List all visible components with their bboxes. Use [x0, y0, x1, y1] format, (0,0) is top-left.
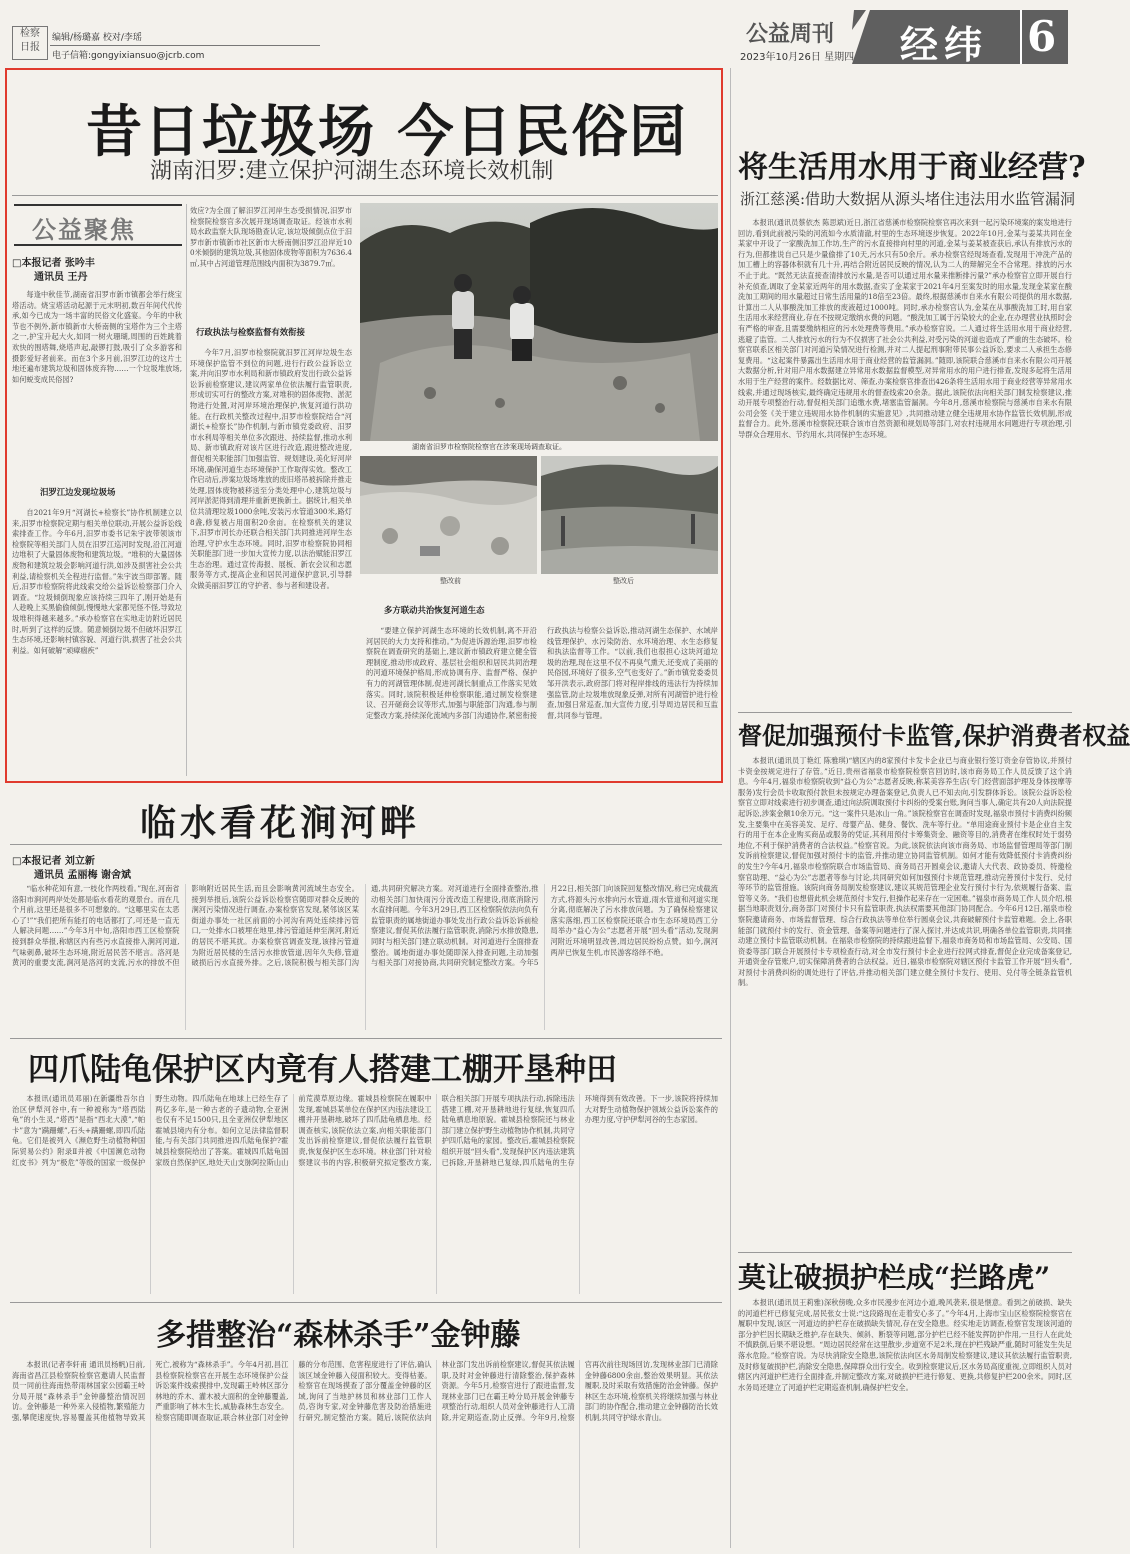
photo3-caption: 整改后	[613, 577, 634, 585]
newspaper-logo	[12, 26, 48, 60]
right-story1-subheadline: 浙江慈溪:借助大数据从源头堵住违法用水监管漏洞	[740, 190, 1076, 208]
linshui-byline-2: 通讯员 孟丽梅 谢舍斌	[34, 870, 131, 881]
column-name: 公益周刊	[746, 21, 835, 47]
photo-before-rectification	[360, 456, 537, 574]
lead-body-col1b: 自2021年9月“河湖长+检察长”协作机制建立以来,汨罗市检察院定期与相关单位联动,开展公益诉讼线索排查工作。今年6月,汨罗市委书记朱宇波带领该市检察院等相关部门人员在汨罗江巡河时发现,沿江河道边堆积了大量固体废物和建筑垃圾。“堆积的大量固体废物和建筑垃圾会影响河道行洪,如涉及损害社会公共利益,请检察机关全程进行监督。”朱宇波当即部署。随后,汨罗市检察院将此线索交给公益诉讼检察部门介入调查。“垃圾倾倒现象应该持续三四年了,刚开始是有人趁晚上买黑偷偷倾倒,慢慢地大家都见怪不怪,导致垃圾堆积得越来越多。”承办检察官在实地走访附近居民时,听到了这样的反馈。随意倾倒垃圾不但破坏汨罗江生态环境,还影响村镇容貌、河道行洪,损害了社会公共利益。如何破解“顽瘴痼疾”	[12, 508, 182, 655]
column-tag: 公益聚焦	[32, 215, 136, 244]
lead-subheadline: 湖南汨罗:建立保护河湖生态环境长效机制	[150, 159, 554, 184]
linshui-headline: 临水看花涧河畔	[140, 802, 421, 844]
linshui-byline-1: □本报记者 刘立新	[12, 856, 95, 867]
column-tag-box	[14, 204, 182, 246]
editors-line: 编辑/杨璐嘉 校对/李瑶	[52, 33, 142, 43]
right-story1-body: 本报讯(通讯员蔡依杰 陈思斌)近日,浙江省慈溪市检察院检察官再次来到一起污染环境案的案发地进行回访,看到此前被污染的河流如今水质清澈,村里的生态环境逐步恢复。2022年10月,金某与姜某共同在金某家中开设了一家酸洗加工作坊,生产的污水直接排向村里的河道,金某与姜某被查获后,承认有排放污水的行为,但都推说自己只是少量偷排了10天,污水只有50余斤。承办检察官经现场查看,发现用于冲洗产品的加工槽上的容器体积就有几十升,再结合附近居民反映的情况,认为二人的辩解完全不合常理。排放的污水不止于此。“既然无法直接查清排放污水量,是否可以通过用水量来推断排污量?”承办检察官立即开展自行补充侦查,调取了金某家近两年的用水数据,查实了金某家于2021年4月至案发时的用水量,发现金某家在酸洗加工期间的用水量超过日常生活用量的18倍至23倍。最终,根据慈溪市自来水有限公司提供的用水数据,计算出二人从事酸洗加工排放的废液超过1000吨。同时,承办检察官认为,金某在从事酸洗加工时,用自家生活用水来经营商业,存在不按规定缴纳水费的问题。“酸洗加工属于污染较大的企业,在办理营业执照时会有严格的审查,且需要缴纳相应的污水处理费等费用。”承办检察官说。二人通过将生活用水用于商业经营,逃避了监管。二人排放污水的行为不仅损害了社会公共利益,对受污染的河道也造成了严重的生态破坏。检察官联系区相关部门对河道污染情况进行检测,并对二人提起刑事附带民事公益诉讼,要求二人承担生态修复费用。“这起案件暴露出生活用水用于商业经营的监管漏洞。”随即,该院联合慈溪市自来水有限公司开展大数据分析,针对用户用水数据建立异常用水数据监督模型,对异常用水的用户进行排查,发现多起将生活用水用于生产经营的案件。经数据比对、筛查,办案检察官排查出426条将生活用水用于商业经营等异常用水线索,并通过现场核实,最终确定违规用水的督查线索20余条。据此,该院依法向相关部门制发检察建议,推动开展专项整治行动,督促相关部门追缴水费,堵塞监管漏洞。今年8月,慈溪市检察院与慈溪市自来水有限公司会签《关于建立违规用水协作机制的实施意见》,共同推动建立健全违规用水协作监管长效机制,形成监督合力。此外,慈溪市检察院还联合该市自然资源和规划局等部门,对农村违规用水问题进行专项治理,引导群众合理用水、节约用水,共同保护生态环境。	[738, 218, 1072, 439]
vine-headline: 多措整治“森林杀手”金钟藤	[156, 1318, 521, 1353]
right-story2-headline: 督促加强预付卡监管,保护消费者权益	[738, 721, 1130, 750]
lead-headline: 昔日垃圾场 今日民俗园	[86, 99, 688, 165]
section-name: 经纬	[900, 22, 989, 67]
lead-body-col2: 效应?为全面了解汨罗江河岸生态受损情况,汨罗市检察院检察官多次展开现场调查取证。经该市水利局水政监察大队现场勘查认定,该垃圾倾倒点位于汨罗市新市镇新市社区新市大桥南侧汨罗江沿岸近100米倾倒的建筑垃圾,其他固体废物等面积为7636.4㎡,其中占河道管理范围线内面积为3879.7㎡。	[190, 206, 352, 268]
lead-body-col2b: 今年7月,汨罗市检察院就汨罗江河岸垃圾生态环境保护监管不到位的问题,进行行政公益诉讼立案,并向汨罗市水利局和新市镇政府发出行政公益诉讼诉前检察建议,建议两家单位依法履行监管职责,形成切实可行的整改方案,对堆积的固体废物、淤泥物进行处置,对河岸环境治理保护,恢复河道行洪功能。在行政机关整改过程中,汨罗市检察院结合“河湖长+检察长”协作机制,与新市镇党委政府、汨罗市水利局等相关单位多次跟进、持续监督,推动水利局、新市镇政府对该片区进行改造,跟进整改进度,督促相关职能部门加强监管、规划建设,美化好河岸环境,确保河道生态环境保护工作取得实效。整改工作启动后,涉案垃圾场堆放的废旧塔吊被拆除并推走处理,固体废物被移送至分类处理中心,建筑垃圾与河岸淤泥得到清理并重新更换新土。据统计,相关单位共清理垃圾1000余吨,安装污水管道300米,路灯8盏,修复被占用面积20余亩。在检察机关的建议下,汨罗市河长办还联合相关部门共同推进河岸生态治理,守护水生态环境。同时,汨罗市检察院协同相关职能部门进一步加大宣传力度,以法治赋能汨罗江生态治理。通过宣传海报、展板、新农会议和志愿服务等方式,提高企业和居民河道保护意识,引导群众做美丽汨罗江的守护者、参与者和建设者。	[190, 348, 352, 591]
masthead	[0, 0, 1080, 67]
photo1-caption: 湖南省汨罗市检察院检察官在涉案现场调查取证。	[412, 443, 566, 451]
photo-after-rectification	[541, 456, 718, 574]
right-story1-headline: 将生活用水用于商业经营?	[738, 150, 1086, 185]
lead-byline-2: 通讯员 王丹	[34, 272, 88, 283]
photo-prosecutors-at-site	[360, 203, 718, 441]
logo-line1: 检察	[20, 28, 40, 39]
right-story3-headline: 莫让破损护栏成“拦路虎”	[738, 1261, 1051, 1294]
linshui-body: “临水种花知有意,一枝化作两枝看。”现在,河南省洛阳市涧河两岸处处都是临水看花的观景台。而在几个月前,这里还是很多不可想象的。“这哪里实在太恶心了!”“我们把所有能打的电话都打了,可还是一直无人解决问题……”今年3月中旬,洛阳市西工区检察院接到群众举报,称辖区内有些污水直接排入涧河河道,气味刺鼻,破坏生态环境,附近居民苦不堪言。洛河是黄河的重要支流,涧河是洛河的支流,污水的排放不但影响附近居民生活,而且会影响黄河流域生态安全。接到举报后,该院公益诉讼检察官随即对群众反映的涧河污染情况进行调查,办案检察官发现,紧邻该区某街道办事处一社区前面的小河沟有两处连续排污管口,一处排水口被埋在地里,排污管道延伸至涧河,附近的居民不堪其扰。办案检察官调查发现,该排污管道为附近居民楼的生活污水排放管道,因年久失修,管道破损后污水直接外排。之后,该院积极与相关部门沟通,共同研究解决方案。对河道进行全面排查整治,推动相关部门加快雨污分流改造工程建设,彻底消除污水直排问题。今年3月29日,西工区检察院依法向负有监管职责的属地街道办事处发出行政公益诉讼诉前检察建议,督促其依法履行监管职责,消除污水排放隐患,同时与相关部门建立联动机制。对河道进行全面排查整治。属地街道办事处随即深入排查问题,主动加强与相关部门对接协商,共同研究制定整改方案。今年5月22日,相关部门向该院回复整改情况,称已完成截流方式,将源头污水排向污水管道,雨水管道和河道实现分离,彻底解决了污水排放问题。为了确保检察建议落实落细,西工区检察院还联合市生态环境局西工分局举办“益心为公”志愿者开展“回头看”活动,发现涧河附近环境明显改善,周边居民纷纷点赞。如今,涧河两岸已恢复生机,市民游客络绎不绝。	[12, 884, 718, 968]
lead-body-col1: 每逢中秋佳节,湖南省汨罗市新市镇都会举行烧宝塔活动。烧宝塔活动起源于元末明初,数百年间代代传承,如今已成为一场丰富的民俗文化盛宴。今年的中秋节也不例外,新市镇新市大桥南侧的宝塔作为三个主塔之一,护宝升起大火,如同一树火珊瑚,周围的百姓跳着欢快的围塔舞,烧塔声起,敲锣打鼓,吸引了众多游客和摄影爱好者前来。而在3个多月前,汨罗江边的这片土地还遍布建筑垃圾和固体废弃物……一个垃圾堆放场,如何蜕变成民俗园?	[12, 290, 182, 384]
email-line: 电子信箱:gongyixiansuo@jcrb.com	[52, 51, 205, 61]
turtle-headline: 四爪陆龟保护区内竟有人搭建工棚开垦种田	[28, 1052, 617, 1088]
right-story2-body: 本报讯(通讯员丁艳红 陈雅琪)“辖区内的8家预付卡发卡企业已与商业银行签订资金存管协议,并预付卡资金按规定进行了存管。”近日,贵州省福泉市检察院检察官回访时,该市商务局工作人员反馈了这个消息。今年4月,福泉市检察院收到“益心为公”志愿者反映,称某美容养生店(专门经营面部护理及身体按摩等服务)发行会员卡收取预付款但未按规定办理备案登记,负责人已不知去向,引发群体诉讼。该院公益诉讼检察官立即对线索进行初步调查,通过向法院调取预付卡纠纷的受案台账,询问当事人,确定共有20人向法院提起诉讼,涉案金额10余万元。“这一案件只是冰山一角。”该院检察官在调查时发现,福泉市预付卡消费纠纷频发,主要集中在美容美发、足疗、母婴产品、健身、餐饮、洗车等行业。“单用途商业预付卡是企业自主发行的用于在本企业购买商品或服务的凭证,其利用预付卡筹集资金、融资等目的,消费者在维权时处于弱势地位,不利于保护消费者的合法权益。”检察官说。为此,该院依法向该市商务局、市场监督管理局等部门制发诉前检察建议,督促加强对预付卡的监管,并推动建立协同监管机制。如何才能有效降低预付卡消费纠纷的发生?今年4月,福泉市检察院联合市场监管局、商务局召开圆桌会议,邀请人大代表、政协委员、特邀检察官助理、“益心为公”志愿者等参与讨论,共同研究如何加强预付卡规范管理,推动完善预付卡发行、兑付等环节的监管措施。该院向商务局制发检察建议,建议其规范管理企业发行预付卡行为,依规履行备案、监管等义务。“我们也想借此机会规范预付卡发行,但操作起来存在一定困难。”福泉市商务局工作人员介绍,根据当地职责划分,商务部门对预付卡只有监管职责,执法权需要其他部门协同配合。今年6月12日,福泉市检察院邀请商务、市场监督管理、综合行政执法等单位举行圆桌会议,共商破解预付卡监管难题。会上,各职能部门就预付卡的发行、资金管理、备案等问题进行了深入探讨,并达成共识,明确各单位监管职责,共同推动建立预付卡监管联动机制。在福泉市检察院的持续跟进监督下,福泉市商务局和市场监管局、公安局、国资委等部门联合开展预付卡专项检查行动,对全市发行预付卡企业进行拉网式排查,督促企业完成备案登记,开通资金存管账户,切实保障消费者的合法权益。近日,福泉市检察院对辖区预付卡监管工作开展“回头看”,对预付卡消费纠纷的调处进行了评估,并推动相关部门建立健全预付卡发行、使用、兑付等全链条监管机制。	[738, 756, 1072, 988]
lead-byline-1: □本报记者 张吟丰	[12, 258, 95, 269]
lead-section1-title: 汨罗江边发现垃圾场	[40, 487, 116, 497]
vine-body: 本报讯(记者李轩甫 通讯员杨帆)日前,海南省昌江县检察院检察官邀请人民监督员一同前往海南热带雨林国家公园霸王岭分局开展“森林杀手”金钟藤整治情况回访。金钟藤是一种外来入侵植物,繁殖能力强,攀爬速度快,容易覆盖其他植物导致其死亡,被称为“森林杀手”。今年4月初,昌江县检察院检察官在开展生态环境保护公益诉讼案件线索摸排中,发现霸王岭林区部分林地的乔木、灌木被大面积的金钟藤覆盖,严重影响了林木生长,威胁森林生态安全。检察官随即调查取证,联合林业部门对金钟藤的分布范围、危害程度进行了评估,确认该区域金钟藤入侵面积较大。变得枯萎。检察官在现场摸查了部分覆盖金钟藤的区域,询问了当地护林员和林业部门工作人员,咨询专家,对金钟藤危害及防治措施进行研究,制定整治方案。随后,该院依法向林业部门发出诉前检察建议,督促其依法履职,及时对金钟藤进行清除整治,保护森林资源。今年5月,检察官进行了跟进监督,发现林业部门已在霸王岭分局开展金钟藤专项整治行动,组织人员对金钟藤进行人工清除,并定期巡查,防止反弹。今年9月,检察官再次前往现场回访,发现林业部门已清除金钟藤6800余亩,整治效果明显。其依法履职,及时采取有效措施防治金钟藤。保护林区生态环境,检察机关将继续加强与林业部门的协作配合,推动建立金钟藤防治长效机制,共同守护绿水青山。	[12, 1360, 718, 1422]
lead-section2-title: 行政执法与检察监督有效衔接	[196, 327, 305, 337]
turtle-body: 本报讯(通讯员邓丽)在新疆维吾尔自治区伊犁河谷中,有一种被称为“塔西陆龟”的小生灵,“塔西”是指“西北大漠”,“帕卡”意为“蹒跚螺”,石头+蹒跚螺,即四爪陆龟。它们是被列入《濒危野生动植物种国际贸易公约》附录Ⅱ并被《中国濒危动物红皮书》列为“极危”等级的国家一级保护野生动物。四爪陆龟在地球上已经生存了两亿多年,是一种古老的子遗动物,全亚洲也仅有不足1500只,且全亚洲仅伊犁地区霍城县境内有分布。如何立足法律监督职能,与有关部门共同推进四爪陆龟保护?霍城县检察院给出了答案。霍城四爪陆龟国家级自然保护区,地处天山支脉阿拉斯山山前荒漠草原边缘。霍城县检察院在履职中发现,霍城县某单位在保护区内违法建设工棚并开垦耕地,破坏了四爪陆龟栖息地。经调查核实,该院依法立案,向相关职能部门发出诉前检察建议,督促依法履行监管职责,恢复保护区生态环境。林业部门针对检察建议书的内容,积极研究拟定整改方案,联合相关部门开展专项执法行动,拆除违法搭建工棚,对开垦耕地进行复绿,恢复四爪陆龟栖息地原貌。霍城县检察院还与林业部门建立保护野生动植物协作机制,共同守护四爪陆龟的家园。整改后,霍城县检察院组织开展“回头看”,发现保护区内违法建筑已拆除,开垦耕地已复绿,四爪陆龟的生存环境得到有效改善。下一步,该院将持续加大对野生动植物保护领域公益诉讼案件的办理力度,守护伊犁河谷的生态家园。	[12, 1094, 718, 1167]
lead-body-col3: “要建立保护河湖生态环境的长效机制,离不开沿河居民的大力支持和推动。”为促进诉源治理,汨罗市检察院在调查研究的基础上,建议新市镇政府建立健全管理制度,推动形成政府、基层社会组织和居民共同治理的河道环境保护格局,形成协调有序、监督严格、保护有力的河湖管理体制,促进河湖长制重点工作落实见效落实。同时,该院积极延伸检察职能,通过制发检察建议、召开磋商会议等形式,加强与职能部门沟通,参与制定整改方案,持续深化流域内多部门沟通协作,紧密衔接行政执法与检察公益诉讼,推动河湖生态保护、水域岸线管理保护、水污染防治、水环境治理、水生态修复和执法监督等工作。“以前,我们也很担心这块河道垃圾的治理,现在这里不仅不再臭气熏天,还变成了美丽的民俗园,环境好了很多,空气也变好了。”新市镇党委委员邹开洪表示,政府部门将对程岸排线的违法行为持续加强监管,防止垃圾堆放现象反弹,对所有河湖管护进行检查,加强日常巡查,加大宣传力度,引导周边居民和互监督,共同参与管理。	[366, 626, 718, 720]
lead-section3-title: 多方联动共治恢复河道生态	[384, 605, 485, 615]
issue-date: 2023年10月26日 星期四	[740, 52, 855, 63]
page-number: 6	[1027, 12, 1057, 61]
right-story3-body: 本报讯(通讯员王莉雅)深秋傍晚,众多市民漫步在河边小道,晚风袭来,很是惬意。看到之前破损、缺失的河道栏杆已修复完成,居民张女士说:“这段路现在走着安心多了。”今年4月,上海市宝山区检察院检察官在履职中发现,该区一河道边的护栏存在破损缺失情况,存在安全隐患。经实地走访调查,检察官发现该河道的部分护栏因长期缺乏维护,存在缺失、倾斜、断裂等问题,部分护栏已经不能发挥防护作用,一旦行人在此处不慎跌倒,后果不堪设想。“周边居民经常在这里散步,步道宽不足2米,现在护栏残缺严重,随时可能发生失足落水危险。”检察官说。为尽快消除安全隐患,该院依法向区水务局制发检察建议,建议其依法履行监管职责,及时修复破损护栏,消除安全隐患,保障群众出行安全。收到检察建议后,区水务局高度重视,立即组织人员对辖区内河道护栏进行全面排查,并制定整改方案,对破损护栏进行修复、更换,共修复护栏200余米。同时,区水务局还建立了河道护栏定期巡查机制,确保护栏安全。	[738, 1298, 1072, 1392]
logo-line2: 日报	[20, 42, 40, 53]
photo2-caption: 整改前	[440, 577, 461, 585]
